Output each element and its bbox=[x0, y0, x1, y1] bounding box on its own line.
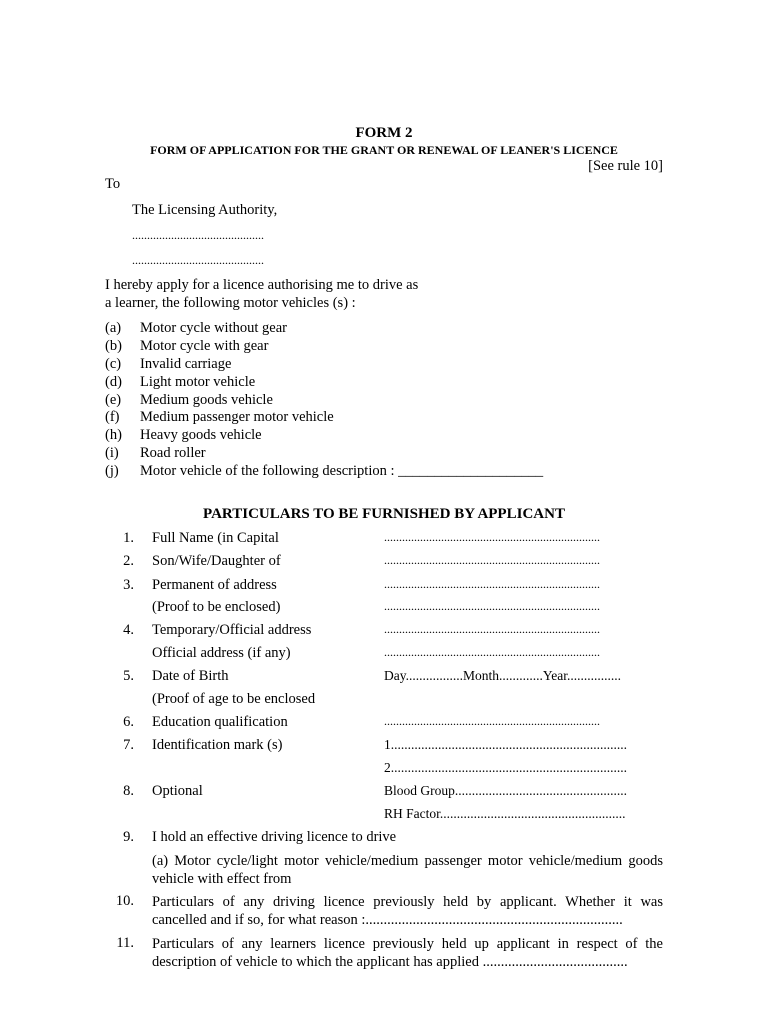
row-value: ........................................................................ bbox=[384, 530, 600, 544]
row-number: 1. bbox=[123, 530, 134, 546]
particulars-heading: PARTICULARS TO BE FURNISHED BY APPLICANT bbox=[203, 506, 565, 522]
row-label: (Proof of age to be enclosed bbox=[152, 691, 316, 707]
vehicle-code: (b) bbox=[105, 338, 122, 354]
address-line-1: ............................................ bbox=[132, 228, 264, 242]
row-value: 2...................................................................... bbox=[384, 760, 627, 775]
row-number: 8. bbox=[123, 783, 134, 799]
item-9-number: 9. bbox=[123, 829, 134, 845]
vehicle-code: (h) bbox=[105, 427, 122, 443]
intro-line-2: a learner, the following motor vehicles (s) : bbox=[105, 295, 356, 311]
vehicle-label: Heavy goods vehicle bbox=[140, 427, 262, 443]
row-label: Education qualification bbox=[152, 714, 288, 730]
vehicle-code: (d) bbox=[105, 374, 122, 390]
row-number: 3. bbox=[123, 577, 134, 593]
item-10-text: Particulars of any driving licence previously held by applicant. Whether it was cancelled and if so, for what reason :....................................................................... bbox=[152, 894, 663, 928]
row-value: 1...................................................................... bbox=[384, 737, 627, 752]
row-number: 4. bbox=[123, 622, 134, 638]
row-label: Identification mark (s) bbox=[152, 737, 283, 753]
vehicle-code: (c) bbox=[105, 356, 122, 372]
vehicle-label: Light motor vehicle bbox=[140, 374, 256, 390]
row-value: Blood Group................................................... bbox=[384, 783, 627, 798]
item-9-text: I hold an effective driving licence to drive bbox=[152, 829, 397, 845]
row-value: ........................................................................ bbox=[384, 599, 600, 613]
row-number: 7. bbox=[123, 737, 134, 753]
row-value: ........................................................................ bbox=[384, 714, 600, 728]
form-number: FORM 2 bbox=[355, 125, 413, 141]
row-number: 5. bbox=[123, 668, 134, 684]
row-label: Full Name (in Capital bbox=[152, 530, 279, 546]
vehicle-label: Medium passenger motor vehicle bbox=[140, 409, 334, 425]
row-value: ........................................................................ bbox=[384, 577, 600, 591]
vehicle-label: Motor cycle with gear bbox=[140, 338, 269, 354]
vehicle-code: (i) bbox=[105, 445, 119, 461]
row-value: ........................................................................ bbox=[384, 553, 600, 567]
address-line-2: ............................................ bbox=[132, 253, 264, 267]
row-value: RH Factor....................................................... bbox=[384, 806, 626, 821]
row-label: Permanent of address bbox=[152, 577, 277, 593]
row-label: Son/Wife/Daughter of bbox=[152, 553, 281, 569]
vehicle-code: (f) bbox=[105, 409, 120, 425]
rule-reference: [See rule 10] bbox=[588, 158, 663, 174]
row-number: 2. bbox=[123, 553, 134, 569]
item-11-number: 11. bbox=[116, 935, 134, 951]
row-number: 6. bbox=[123, 714, 134, 730]
intro-line-1: I hereby apply for a licence authorising me to drive as bbox=[105, 277, 419, 293]
vehicle-label: Motor cycle without gear bbox=[140, 320, 287, 336]
item-9-subtext: (a) Motor cycle/light motor vehicle/medium passenger motor vehicle/medium goods vehicle with effect from bbox=[152, 853, 663, 887]
vehicle-code: (j) bbox=[105, 463, 119, 479]
item-11-text: Particulars of any learners licence previously held up applicant in respect of the description of vehicle to which the applicant has applied ........................................ bbox=[152, 936, 663, 970]
row-label: Date of Birth bbox=[152, 668, 229, 684]
row-label: Official address (if any) bbox=[152, 645, 291, 661]
vehicle-label: Medium goods vehicle bbox=[140, 392, 273, 408]
vehicle-code: (e) bbox=[105, 392, 122, 408]
vehicle-label: Motor vehicle of the following description : ____________________ bbox=[140, 463, 544, 479]
form-title: FORM OF APPLICATION FOR THE GRANT OR RENEWAL OF LEANER'S LICENCE bbox=[150, 143, 618, 157]
row-label: (Proof to be enclosed) bbox=[152, 599, 281, 615]
row-label: Optional bbox=[152, 783, 203, 799]
item-10-number: 10. bbox=[115, 893, 134, 909]
address-to: To bbox=[105, 176, 121, 192]
row-value: ........................................................................ bbox=[384, 622, 600, 636]
row-value: ........................................................................ bbox=[384, 645, 600, 659]
row-label: Temporary/Official address bbox=[152, 622, 312, 638]
row-value: Day.................Month.............Year................ bbox=[384, 668, 622, 683]
vehicle-label: Invalid carriage bbox=[140, 356, 232, 372]
licensing-authority: The Licensing Authority, bbox=[132, 202, 278, 218]
vehicle-code: (a) bbox=[105, 320, 122, 336]
vehicle-label: Road roller bbox=[140, 445, 206, 461]
